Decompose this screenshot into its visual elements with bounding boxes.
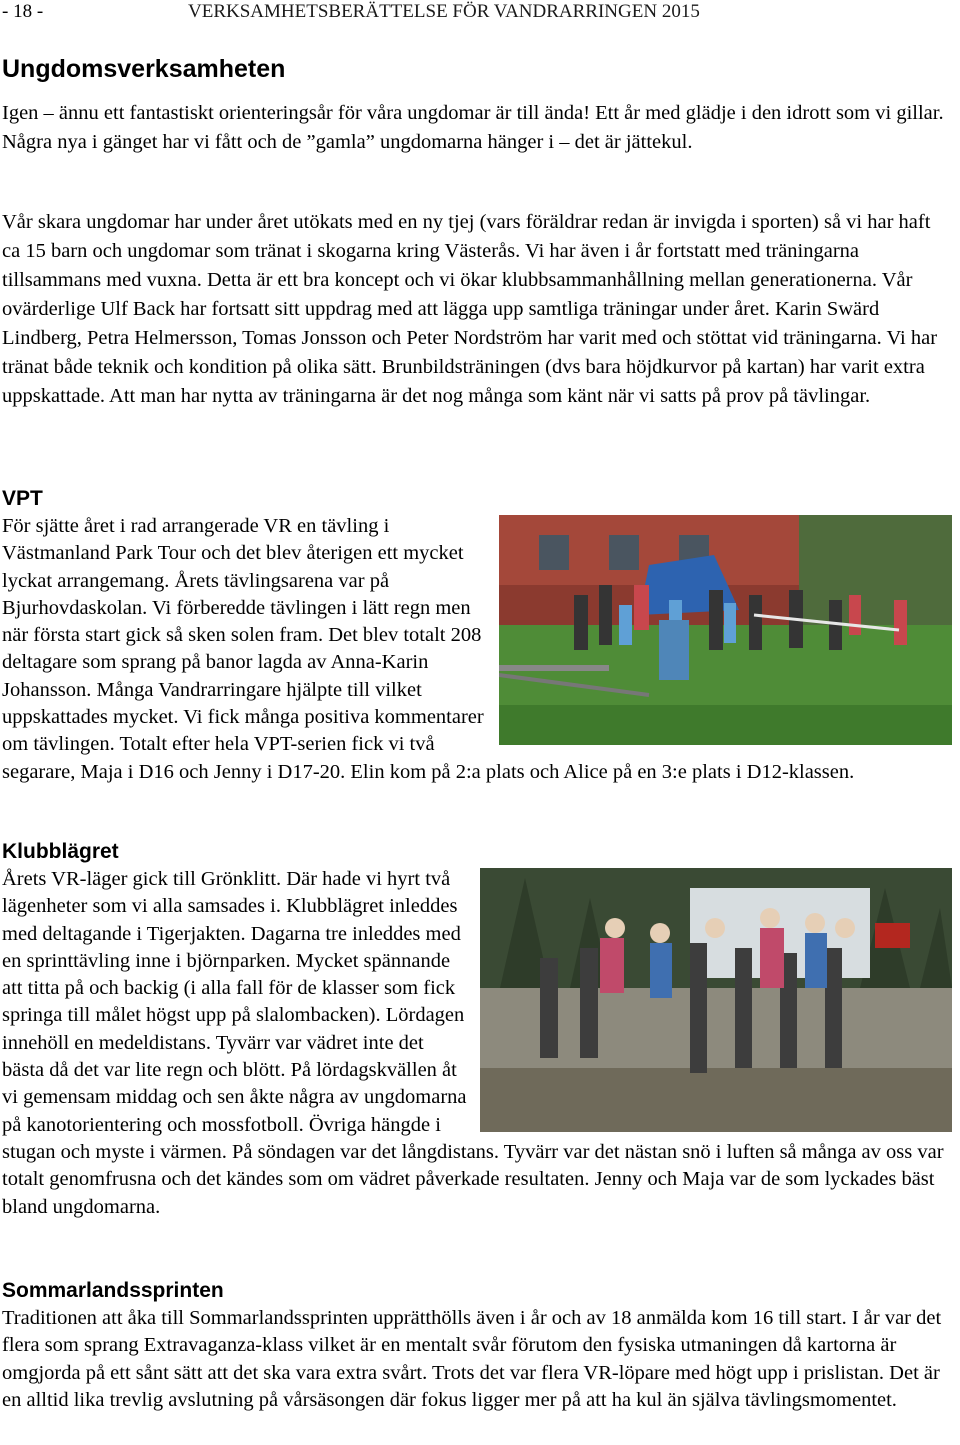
heading-vpt: VPT bbox=[2, 487, 43, 510]
page-number: - 18 - bbox=[2, 1, 44, 22]
document-title: VERKSAMHETSBERÄTTELSE FÖR VANDRARRINGEN 2015 bbox=[188, 1, 700, 22]
paragraph-ungdom-intro: Igen – ännu ett fantastiskt orienteringsår för våra ungdomar är till ända! Ett år med glädje i den idrott som vi gillar. Några nya i gänget har vi fått och de ”gamla” ungdomarna hänger i – det är jättekul. bbox=[2, 102, 944, 153]
paragraph-vpt: För sjätte året i rad arrangerade VR en tävling i Västmanland Park Tour och det blev återigen ett mycket lyckat arrangemang. Årets tävlingsarena var på Bjurhovdaskolan. Vi förberedde tävlingen i lätt regn men när första start gick så sken solen fram. Det blev totalt 208 deltagare som sprang på banor lagda av Anna-Karin Johansson. Många Vandrarringare hjälpte till vilket uppskattades mycket. Vi fick många positiva kommentarer om tävlingen. Totalt efter hela VPT-serien fick vi två segarare, Maja i D16 och Jenny i D17-20. Elin kom på 2:a plats och Alice på en 3:e plats i D12-klassen. bbox=[2, 515, 855, 783]
paragraph-klubblagret: Årets VR-läger gick till Grönklitt. Där hade vi hyrt två lägenheter som vi alla samsades i. Klubblägret inleddes med deltagande i Tigerjakten. Dagarna tre inleddes med en sprinttävling inne i björnparken. Mycket spännande att titta på och backig (i alla fall för de klasser som fick springa till målet högst upp på slalombacken). Lördagen innehöll en medeldistans. Tyvärr var vädret inte det bästa då det var lite regn och blött. På lördagskvällen åt vi gemensam middag och sen åkte några av ungdomarna på kanotorientering och mossfotboll. Övriga hängde i stugan och myste i värmen. På söndagen var det långdistans. Tyvärr var det nästan snö i luften så många av oss var totalt genomfrusna och det kändes som om vädret påverkade resultaten. Jenny och Maja var de som lyckades bäst bland ungdomarna. bbox=[2, 868, 944, 1218]
paragraph-ungdom-main: Vår skara ungdomar har under året utökats med en ny tjej (vars föräldrar redan är invigda i sporten) så vi har haft ca 15 barn och ungdomar som tränat i skogarna kring Västerås. Vi har även i år fortstatt med träningarna tillsammans med vuxna. Detta är ett bra koncept och vi ökar klubbsammanhållning mellan generationerna. Vår ovärderlige Ulf Back har fortsatt sitt uppdrag med att lägga upp samtliga träningar under året. Karin Swärd Lindberg, Petra Helmersson, Tomas Jonsson och Peter Nordström har varit med och stöttat vid träningarna. Vi har tränat både teknik och kondition på olika sätt. Brunbildsträningen (dvs bara höjdkurvor på kartan) har varit extra uppskattade. Att man har nytta av träningarna är det nog många som känt när vi satts på prov på tävlingar. bbox=[2, 211, 938, 407]
heading-ungdomsverksamheten: Ungdomsverksamheten bbox=[2, 55, 286, 83]
paragraph-sommarlandssprinten: Traditionen att åka till Sommarlandssprinten upprätthölls även i år och av 18 anmälda kom 16 till start. I år var det flera som sprang Extravaganza-klass vilket är en mentalt svår förutom den fysiska utmaningen då kartorna är omgjorda på ett sånt sätt att det ska vara extra svårt. Trots det var flera VR-löpare med högt upp i prislistan. Det är en alltid lika trevlig avslutning på vårsäsongen där fokus ligger mer på att ha kul än själva tävlingsmomentet. bbox=[2, 1307, 942, 1411]
section-klubblagret bbox=[2, 866, 952, 1221]
photo-vpt-event bbox=[499, 515, 952, 745]
heading-sommarlandssprinten: Sommarlandssprinten bbox=[2, 1279, 224, 1302]
section-vpt bbox=[2, 513, 952, 786]
heading-klubblagret: Klubblägret bbox=[2, 840, 119, 863]
page-header bbox=[2, 0, 952, 24]
photo-klubblagret bbox=[480, 868, 952, 1132]
